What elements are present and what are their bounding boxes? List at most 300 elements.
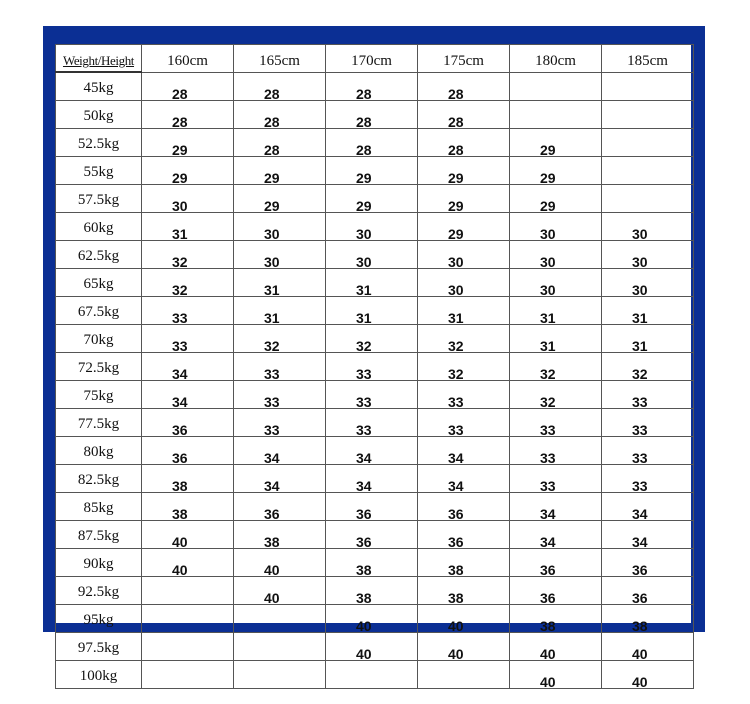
size-value: 28	[264, 114, 280, 130]
size-cell	[234, 353, 326, 381]
size-value: 29	[264, 198, 280, 214]
size-cell	[510, 465, 602, 493]
size-cell	[326, 72, 418, 101]
size-value: 40	[264, 590, 280, 606]
size-value: 30	[632, 226, 648, 242]
size-value: 34	[172, 366, 188, 382]
size-cell	[234, 269, 326, 297]
size-value: 32	[356, 338, 372, 354]
size-value: 38	[540, 618, 556, 634]
size-cell	[510, 101, 602, 129]
size-value: 28	[172, 114, 188, 130]
size-value: 29	[356, 170, 372, 186]
size-value: 38	[632, 618, 648, 634]
size-cell	[142, 521, 234, 549]
size-cell	[418, 325, 510, 353]
size-cell	[418, 437, 510, 465]
table-row	[56, 213, 694, 241]
size-value: 30	[540, 254, 556, 270]
size-cell	[234, 381, 326, 409]
corner-header: Weight/Height	[56, 45, 142, 73]
size-value: 34	[448, 450, 464, 466]
size-cell	[234, 409, 326, 437]
table-row	[56, 521, 694, 549]
table-row	[56, 269, 694, 297]
size-value: 30	[356, 226, 372, 242]
size-cell	[142, 129, 234, 157]
size-cell	[418, 493, 510, 521]
weight-cell: 45kg	[56, 72, 142, 101]
size-cell	[418, 213, 510, 241]
size-value: 34	[264, 450, 280, 466]
size-value: 34	[356, 478, 372, 494]
table-row	[56, 493, 694, 521]
size-cell	[142, 157, 234, 185]
size-cell	[142, 549, 234, 577]
size-value: 33	[172, 338, 188, 354]
size-cell	[602, 325, 694, 353]
height-header: 180cm	[510, 45, 602, 73]
size-value: 33	[632, 478, 648, 494]
size-value: 28	[264, 86, 280, 102]
size-cell	[602, 353, 694, 381]
weight-cell: 52.5kg	[56, 129, 142, 157]
size-cell	[142, 325, 234, 353]
table-body	[56, 72, 694, 689]
size-cell	[142, 72, 234, 101]
table-row	[56, 72, 694, 101]
size-cell	[510, 381, 602, 409]
size-cell	[234, 213, 326, 241]
size-cell	[602, 409, 694, 437]
size-value: 33	[632, 422, 648, 438]
size-cell	[326, 269, 418, 297]
size-cell	[326, 185, 418, 213]
table-row	[56, 241, 694, 269]
size-cell	[326, 437, 418, 465]
weight-cell: 82.5kg	[56, 465, 142, 493]
size-value: 36	[448, 506, 464, 522]
size-value: 29	[540, 198, 556, 214]
size-value: 31	[448, 310, 464, 326]
size-cell	[510, 325, 602, 353]
size-cell	[234, 241, 326, 269]
size-cell	[510, 521, 602, 549]
size-cell	[234, 325, 326, 353]
size-cell	[418, 241, 510, 269]
size-cell	[234, 185, 326, 213]
size-cell	[510, 661, 602, 689]
size-cell	[602, 437, 694, 465]
size-cell	[234, 72, 326, 101]
table-row	[56, 381, 694, 409]
size-value: 36	[172, 422, 188, 438]
size-value: 30	[264, 226, 280, 242]
size-cell	[510, 297, 602, 325]
size-cell	[326, 129, 418, 157]
size-value: 34	[540, 506, 556, 522]
size-value: 34	[356, 450, 372, 466]
size-cell	[418, 465, 510, 493]
size-value: 33	[172, 310, 188, 326]
height-header: 185cm	[602, 45, 694, 73]
weight-cell: 92.5kg	[56, 577, 142, 605]
size-value: 33	[448, 422, 464, 438]
size-value: 36	[264, 506, 280, 522]
weight-cell: 95kg	[56, 605, 142, 633]
height-header: 160cm	[142, 45, 234, 73]
size-value: 31	[540, 338, 556, 354]
height-header: 165cm	[234, 45, 326, 73]
size-value: 30	[448, 254, 464, 270]
size-value: 33	[264, 394, 280, 410]
weight-cell: 80kg	[56, 437, 142, 465]
size-value: 38	[356, 590, 372, 606]
size-value: 32	[540, 394, 556, 410]
size-cell	[142, 605, 234, 633]
size-cell	[142, 185, 234, 213]
size-value: 36	[448, 534, 464, 550]
size-cell	[510, 129, 602, 157]
size-value: 36	[540, 562, 556, 578]
size-cell	[418, 129, 510, 157]
size-cell	[510, 185, 602, 213]
weight-cell: 55kg	[56, 157, 142, 185]
size-value: 31	[632, 338, 648, 354]
weight-cell: 50kg	[56, 101, 142, 129]
size-cell	[326, 521, 418, 549]
size-cell	[326, 353, 418, 381]
size-cell	[418, 633, 510, 661]
size-cell	[142, 661, 234, 689]
table-row	[56, 101, 694, 129]
size-chart-frame	[43, 26, 705, 690]
size-value: 38	[448, 562, 464, 578]
size-cell	[142, 409, 234, 437]
size-value: 33	[264, 422, 280, 438]
size-cell	[418, 157, 510, 185]
size-value: 40	[448, 646, 464, 662]
table-row	[56, 409, 694, 437]
size-value: 30	[356, 254, 372, 270]
size-value: 40	[356, 618, 372, 634]
size-cell	[418, 72, 510, 101]
size-cell	[142, 465, 234, 493]
size-value: 34	[632, 506, 648, 522]
height-header: 175cm	[418, 45, 510, 73]
size-cell	[326, 577, 418, 605]
size-value: 31	[264, 310, 280, 326]
size-cell	[602, 157, 694, 185]
size-cell	[602, 465, 694, 493]
size-cell	[326, 297, 418, 325]
size-value: 40	[356, 646, 372, 662]
size-cell	[418, 549, 510, 577]
weight-cell: 75kg	[56, 381, 142, 409]
size-value: 34	[632, 534, 648, 550]
weight-cell: 90kg	[56, 549, 142, 577]
size-cell	[142, 213, 234, 241]
size-cell	[418, 381, 510, 409]
weight-cell: 70kg	[56, 325, 142, 353]
size-value: 30	[540, 282, 556, 298]
size-value: 28	[448, 86, 464, 102]
size-value: 33	[356, 366, 372, 382]
size-value: 29	[172, 170, 188, 186]
size-cell	[602, 521, 694, 549]
size-cell	[510, 549, 602, 577]
size-cell	[418, 353, 510, 381]
size-cell	[142, 381, 234, 409]
size-cell	[326, 409, 418, 437]
size-value: 32	[632, 366, 648, 382]
size-cell	[234, 605, 326, 633]
size-value: 30	[632, 282, 648, 298]
size-value: 29	[448, 198, 464, 214]
size-cell	[326, 101, 418, 129]
size-value: 36	[356, 534, 372, 550]
size-value: 33	[356, 422, 372, 438]
size-cell	[418, 185, 510, 213]
size-cell	[602, 493, 694, 521]
size-value: 33	[540, 478, 556, 494]
size-value: 32	[448, 338, 464, 354]
size-cell	[234, 577, 326, 605]
size-cell	[602, 241, 694, 269]
size-value: 32	[264, 338, 280, 354]
size-cell	[234, 549, 326, 577]
weight-cell: 85kg	[56, 493, 142, 521]
size-cell	[142, 101, 234, 129]
size-cell	[326, 661, 418, 689]
size-value: 28	[448, 142, 464, 158]
size-value: 40	[540, 646, 556, 662]
size-value: 32	[172, 282, 188, 298]
size-value: 31	[632, 310, 648, 326]
size-cell	[510, 577, 602, 605]
table-row	[56, 605, 694, 633]
size-cell	[510, 213, 602, 241]
size-cell	[602, 101, 694, 129]
size-value: 32	[172, 254, 188, 270]
size-value: 40	[172, 534, 188, 550]
size-cell	[142, 297, 234, 325]
size-value: 28	[172, 86, 188, 102]
size-cell	[602, 213, 694, 241]
size-value: 33	[264, 366, 280, 382]
size-value: 30	[448, 282, 464, 298]
size-value: 33	[540, 422, 556, 438]
table-row	[56, 325, 694, 353]
weight-cell: 97.5kg	[56, 633, 142, 661]
size-value: 40	[540, 674, 556, 690]
weight-cell: 87.5kg	[56, 521, 142, 549]
size-chart-table	[55, 44, 694, 689]
weight-cell: 57.5kg	[56, 185, 142, 213]
size-cell	[602, 605, 694, 633]
size-value: 29	[264, 170, 280, 186]
size-value: 36	[632, 562, 648, 578]
weight-cell: 67.5kg	[56, 297, 142, 325]
size-cell	[326, 157, 418, 185]
size-value: 31	[356, 282, 372, 298]
size-cell	[602, 72, 694, 101]
size-cell	[326, 465, 418, 493]
size-cell	[510, 605, 602, 633]
table-row	[56, 185, 694, 213]
size-value: 30	[540, 226, 556, 242]
size-value: 33	[632, 450, 648, 466]
size-cell	[326, 549, 418, 577]
size-value: 32	[540, 366, 556, 382]
size-cell	[326, 325, 418, 353]
size-value: 29	[172, 142, 188, 158]
size-cell	[142, 633, 234, 661]
size-value: 40	[172, 562, 188, 578]
size-cell	[234, 465, 326, 493]
size-cell	[510, 241, 602, 269]
size-cell	[602, 577, 694, 605]
size-value: 29	[448, 170, 464, 186]
size-value: 36	[632, 590, 648, 606]
size-value: 31	[356, 310, 372, 326]
size-cell	[326, 605, 418, 633]
size-cell	[602, 297, 694, 325]
size-cell	[510, 633, 602, 661]
size-cell	[418, 577, 510, 605]
size-value: 31	[172, 226, 188, 242]
size-cell	[142, 493, 234, 521]
size-cell	[326, 493, 418, 521]
size-cell	[510, 353, 602, 381]
weight-cell: 77.5kg	[56, 409, 142, 437]
size-value: 29	[540, 170, 556, 186]
size-cell	[510, 269, 602, 297]
size-cell	[234, 129, 326, 157]
table-row	[56, 465, 694, 493]
size-value: 32	[448, 366, 464, 382]
table-row	[56, 157, 694, 185]
size-cell	[602, 269, 694, 297]
size-value: 34	[448, 478, 464, 494]
size-cell	[510, 437, 602, 465]
size-value: 34	[264, 478, 280, 494]
size-cell	[326, 633, 418, 661]
size-cell	[602, 549, 694, 577]
table-row	[56, 577, 694, 605]
size-value: 36	[356, 506, 372, 522]
size-value: 30	[264, 254, 280, 270]
size-value: 31	[540, 310, 556, 326]
size-value: 30	[632, 254, 648, 270]
weight-cell: 65kg	[56, 269, 142, 297]
size-cell	[602, 185, 694, 213]
size-value: 31	[264, 282, 280, 298]
size-cell	[602, 381, 694, 409]
table-row	[56, 437, 694, 465]
size-cell	[234, 101, 326, 129]
size-value: 38	[172, 478, 188, 494]
size-value: 40	[632, 674, 648, 690]
size-cell	[142, 241, 234, 269]
size-value: 29	[356, 198, 372, 214]
size-value: 33	[356, 394, 372, 410]
table-row	[56, 353, 694, 381]
size-value: 33	[448, 394, 464, 410]
size-cell	[418, 297, 510, 325]
size-value: 38	[264, 534, 280, 550]
size-cell	[234, 493, 326, 521]
size-cell	[326, 241, 418, 269]
size-cell	[510, 493, 602, 521]
size-cell	[234, 633, 326, 661]
size-cell	[326, 213, 418, 241]
size-value: 34	[172, 394, 188, 410]
size-value: 40	[448, 618, 464, 634]
size-cell	[418, 409, 510, 437]
table-row	[56, 129, 694, 157]
size-cell	[602, 129, 694, 157]
size-cell	[418, 521, 510, 549]
size-value: 30	[172, 198, 188, 214]
size-value: 28	[356, 114, 372, 130]
size-value: 33	[632, 394, 648, 410]
size-cell	[142, 353, 234, 381]
size-cell	[510, 409, 602, 437]
size-value: 29	[540, 142, 556, 158]
size-value: 28	[356, 86, 372, 102]
size-cell	[418, 269, 510, 297]
size-cell	[234, 661, 326, 689]
weight-cell: 62.5kg	[56, 241, 142, 269]
size-cell	[510, 157, 602, 185]
size-cell	[602, 633, 694, 661]
table-row	[56, 297, 694, 325]
size-cell	[234, 297, 326, 325]
size-value: 33	[540, 450, 556, 466]
size-cell	[326, 381, 418, 409]
size-value: 28	[264, 142, 280, 158]
height-header: 170cm	[326, 45, 418, 73]
size-value: 29	[448, 226, 464, 242]
size-cell	[418, 661, 510, 689]
size-value: 28	[448, 114, 464, 130]
size-cell	[234, 437, 326, 465]
size-cell	[602, 661, 694, 689]
size-value: 34	[540, 534, 556, 550]
size-cell	[418, 605, 510, 633]
header-row	[56, 45, 694, 73]
size-cell	[142, 269, 234, 297]
size-value: 28	[356, 142, 372, 158]
size-value: 38	[448, 590, 464, 606]
size-cell	[234, 521, 326, 549]
size-cell	[418, 101, 510, 129]
size-value: 38	[172, 506, 188, 522]
weight-cell: 72.5kg	[56, 353, 142, 381]
size-value: 36	[172, 450, 188, 466]
table-row	[56, 549, 694, 577]
table-row	[56, 661, 694, 689]
size-value: 38	[356, 562, 372, 578]
size-cell	[234, 157, 326, 185]
size-cell	[142, 437, 234, 465]
weight-cell: 60kg	[56, 213, 142, 241]
weight-cell: 100kg	[56, 661, 142, 689]
size-chart-sheet	[55, 44, 691, 690]
size-value: 40	[264, 562, 280, 578]
size-value: 36	[540, 590, 556, 606]
